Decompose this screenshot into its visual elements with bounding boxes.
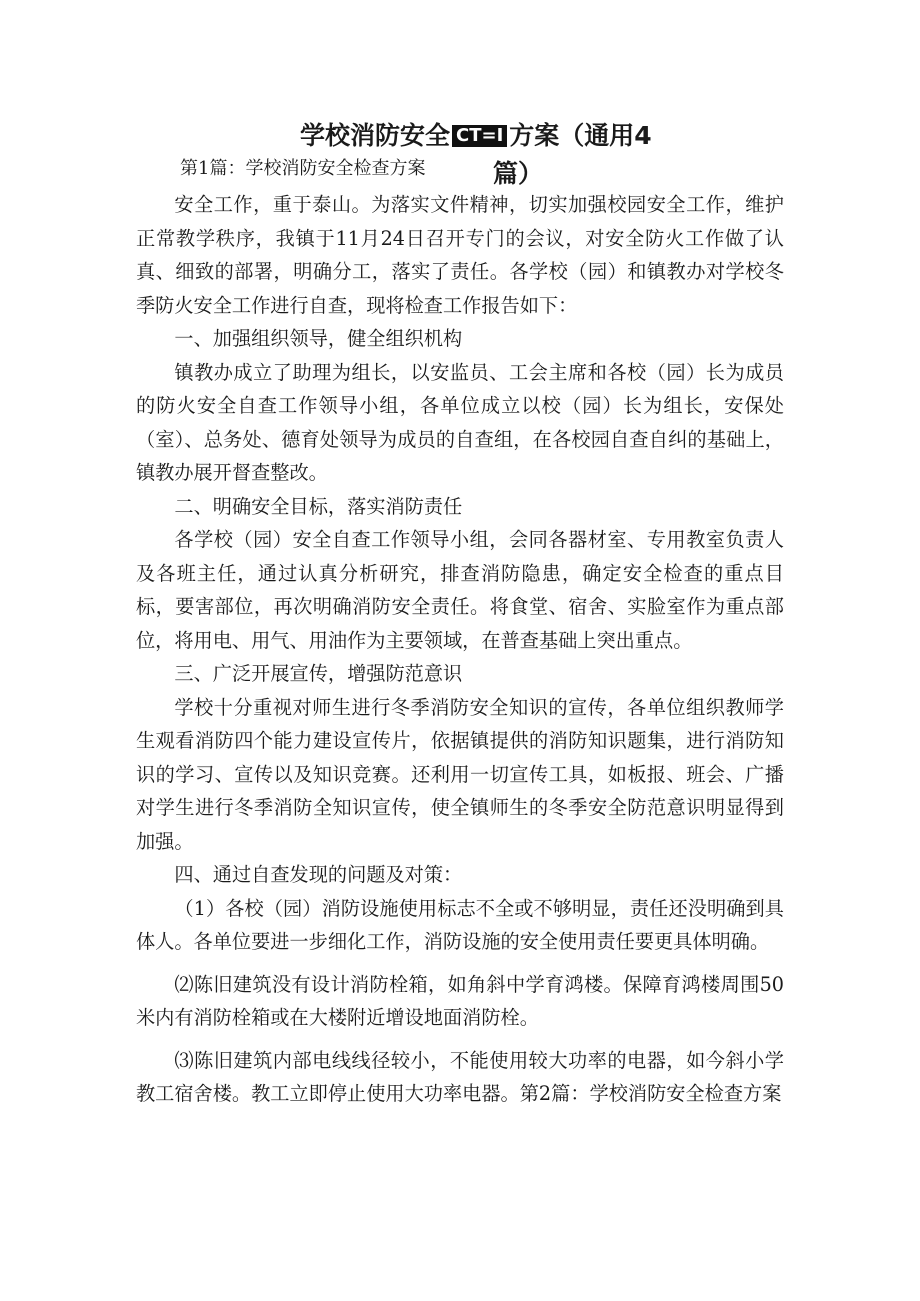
- section-heading-2: 二、明确安全目标，落实消防责任: [174, 494, 463, 518]
- list-item-2: ⑵陈旧建筑没有设计消防栓箱，如角斜中学育鸿楼。保障育鸿楼周围50米内有消防栓箱或在大楼附近增设地面消防栓。: [136, 972, 784, 1029]
- section-heading-3: 三、广泛开展宣传，增强防范意识: [174, 662, 463, 685]
- paragraph-1: 镇教办成立了助理为组长，以安监员、工会主席和各校（园）长为成员的防火安全自查工作领导小组，各单位成立以校（园）长为组长，安保处（室）、总务处、德育处领导为成员的自查组，在各校园自查自纠的基础上，镇教办展开督查整改。: [136, 360, 784, 484]
- title-glitch-artifact: CT=I: [452, 125, 507, 147]
- document-body: [136, 188, 784, 1111]
- document-title-continuation: 篇）: [493, 159, 544, 188]
- title-part1: 学校消防安全: [300, 121, 451, 150]
- title-part2: 方案（通用4: [509, 121, 652, 150]
- section-heading-4: 四、通过自查发现的问题及对策：: [174, 863, 463, 886]
- list-item-3: ⑶陈旧建筑内部电线线径较小，不能使用较大功率的电器，如今斜小学教工宿舍楼。教工立即停止使用大功率电器。第2篇：学校消防安全检查方案: [136, 1048, 784, 1105]
- section-subtitle: 第1篇：学校消防安全检查方案: [180, 158, 426, 179]
- paragraph-intro: 安全工作，重于泰山。为落实文件精神，切实加强校园安全工作，维护正常教学秩序，我镇于11月24日召开专门的会议，对安全防火工作做了认真、细致的部署，明确分工，落实了责任。各学校（园）和镇教办对学校冬季防火安全工作进行自查，现将检查工作报告如下：: [136, 193, 784, 317]
- paragraph-2: 各学校（园）安全自查工作领导小组，会同各器材室、专用教室负责人及各班主任，通过认真分析研究，排查消防隐患，确定安全检查的重点目标，要害部位，再次明确消防安全责任。将食堂、宿舍、实脸室作为重点部位，将用电、用气、用油作为主要领域，在普查基础上突出重点。: [136, 528, 784, 652]
- list-item-1: （1）各校（园）消防设施使用标志不全或不够明显，责任还没明确到具体人。各单位要进一步细化工作，消防设施的安全使用责任要更具体明确。: [136, 896, 784, 953]
- document-title: [300, 120, 660, 152]
- section-heading-1: 一、加强组织领导，健全组织机构: [174, 327, 463, 350]
- paragraph-3: 学校十分重视对师生进行冬季消防安全知识的宣传，各单位组织教师学生观看消防四个能力建设宣传片，依据镇提供的消防知识题集，进行消防知识的学习、宣传以及知识竞赛。还利用一切宣传工具，如板报、班会、广播对学生进行冬季消防全知识宣传，使全镇师生的冬季安全防范意识明显得到加强。: [136, 695, 784, 853]
